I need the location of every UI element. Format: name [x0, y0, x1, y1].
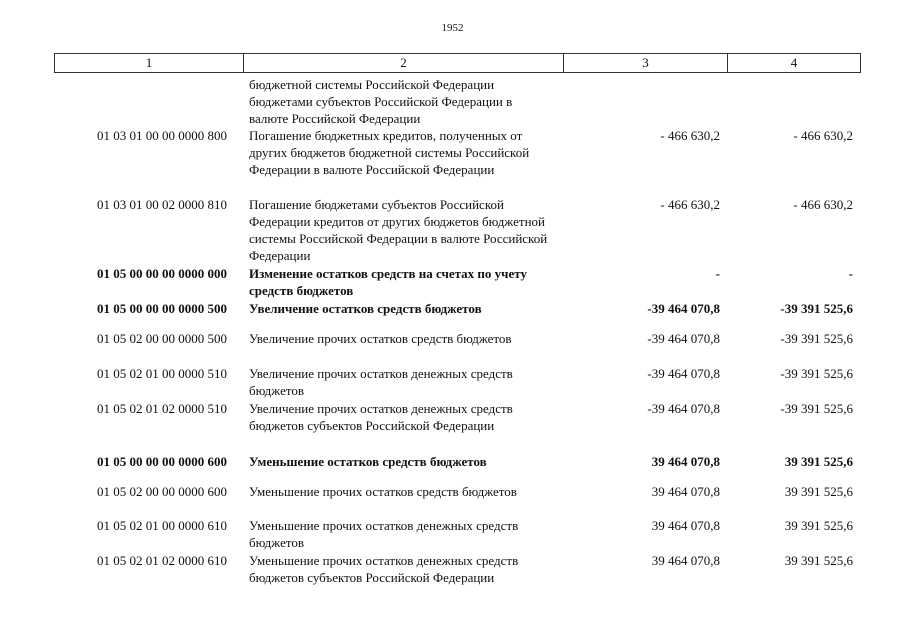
row-code: 01 05 00 00 00 0000 600	[97, 454, 227, 469]
row-code: 01 05 00 00 00 0000 500	[97, 301, 227, 316]
row-code: 01 05 02 01 00 0000 510	[97, 366, 227, 381]
row-value-3: -	[715, 266, 720, 281]
row-name: Уменьшение остатков средств бюджетов	[249, 454, 487, 469]
row-name: Погашение бюджетных кредитов, полученных от других бюджетов бюджетной системы Российской Федерации в валюте Российской Федерации	[249, 128, 530, 177]
column-header-2: 2	[244, 54, 564, 73]
row-code: 01 05 02 01 02 0000 610	[97, 553, 227, 568]
row-value-3: 39 464 070,8	[651, 553, 720, 568]
row-value-3: -39 464 070,8	[647, 301, 720, 316]
row-name: Уменьшение прочих остатков средств бюджетов	[249, 484, 517, 499]
row-code: 01 03 01 00 00 0000 800	[97, 128, 227, 143]
row-code: 01 05 00 00 00 0000 000	[97, 266, 227, 281]
row-code: 01 05 02 00 00 0000 500	[97, 331, 227, 346]
row-value-3: - 466 630,2	[660, 128, 720, 143]
row-value-4: -39 391 525,6	[780, 401, 853, 416]
row-value-4: - 466 630,2	[793, 128, 853, 143]
row-name: бюджетной системы Российской Федерации бюджетами субъектов Российской Федерации в валюте Российской Федерации	[249, 77, 513, 126]
row-value-3: -39 464 070,8	[647, 366, 720, 381]
row-name: Погашение бюджетами субъектов Российской Федерации кредитов от других бюджетов бюджетной системы Российской Федерации в валюте Российской Федерации	[249, 197, 548, 263]
row-value-4: -	[848, 266, 853, 281]
row-name: Уменьшение прочих остатков денежных средств бюджетов	[249, 518, 519, 550]
row-value-4: 39 391 525,6	[784, 484, 853, 499]
row-value-3: 39 464 070,8	[651, 454, 720, 469]
column-header-4: 4	[728, 54, 861, 73]
column-header-3: 3	[564, 54, 728, 73]
row-code: 01 05 02 01 00 0000 610	[97, 518, 227, 533]
column-header-1: 1	[55, 54, 244, 73]
page-number: 1952	[441, 22, 464, 34]
column-header-row	[55, 54, 861, 73]
row-name: Увеличение прочих остатков денежных средств бюджетов субъектов Российской Федерации	[249, 401, 513, 433]
row-name: Изменение остатков средств на счетах по учету средств бюджетов	[249, 266, 527, 298]
row-name: Увеличение остатков средств бюджетов	[249, 301, 482, 316]
row-value-3: 39 464 070,8	[651, 484, 720, 499]
row-name: Уменьшение прочих остатков денежных средств бюджетов субъектов Российской Федерации	[249, 553, 519, 585]
row-code: 01 03 01 00 02 0000 810	[97, 197, 227, 212]
row-value-4: 39 391 525,6	[784, 518, 853, 533]
row-value-4: -39 391 525,6	[780, 301, 853, 316]
row-value-4: - 466 630,2	[793, 197, 853, 212]
row-value-4: 39 391 525,6	[784, 454, 853, 469]
row-code: 01 05 02 00 00 0000 600	[97, 484, 227, 499]
row-value-3: 39 464 070,8	[651, 518, 720, 533]
column-header-table	[54, 53, 861, 73]
row-value-4: 39 391 525,6	[784, 553, 853, 568]
row-value-3: -39 464 070,8	[647, 401, 720, 416]
row-value-4: -39 391 525,6	[780, 331, 853, 346]
row-value-3: - 466 630,2	[660, 197, 720, 212]
row-value-3: -39 464 070,8	[647, 331, 720, 346]
row-value-4: -39 391 525,6	[780, 366, 853, 381]
row-name: Увеличение прочих остатков средств бюджетов	[249, 331, 512, 346]
row-name: Увеличение прочих остатков денежных средств бюджетов	[249, 366, 513, 398]
row-code: 01 05 02 01 02 0000 510	[97, 401, 227, 416]
